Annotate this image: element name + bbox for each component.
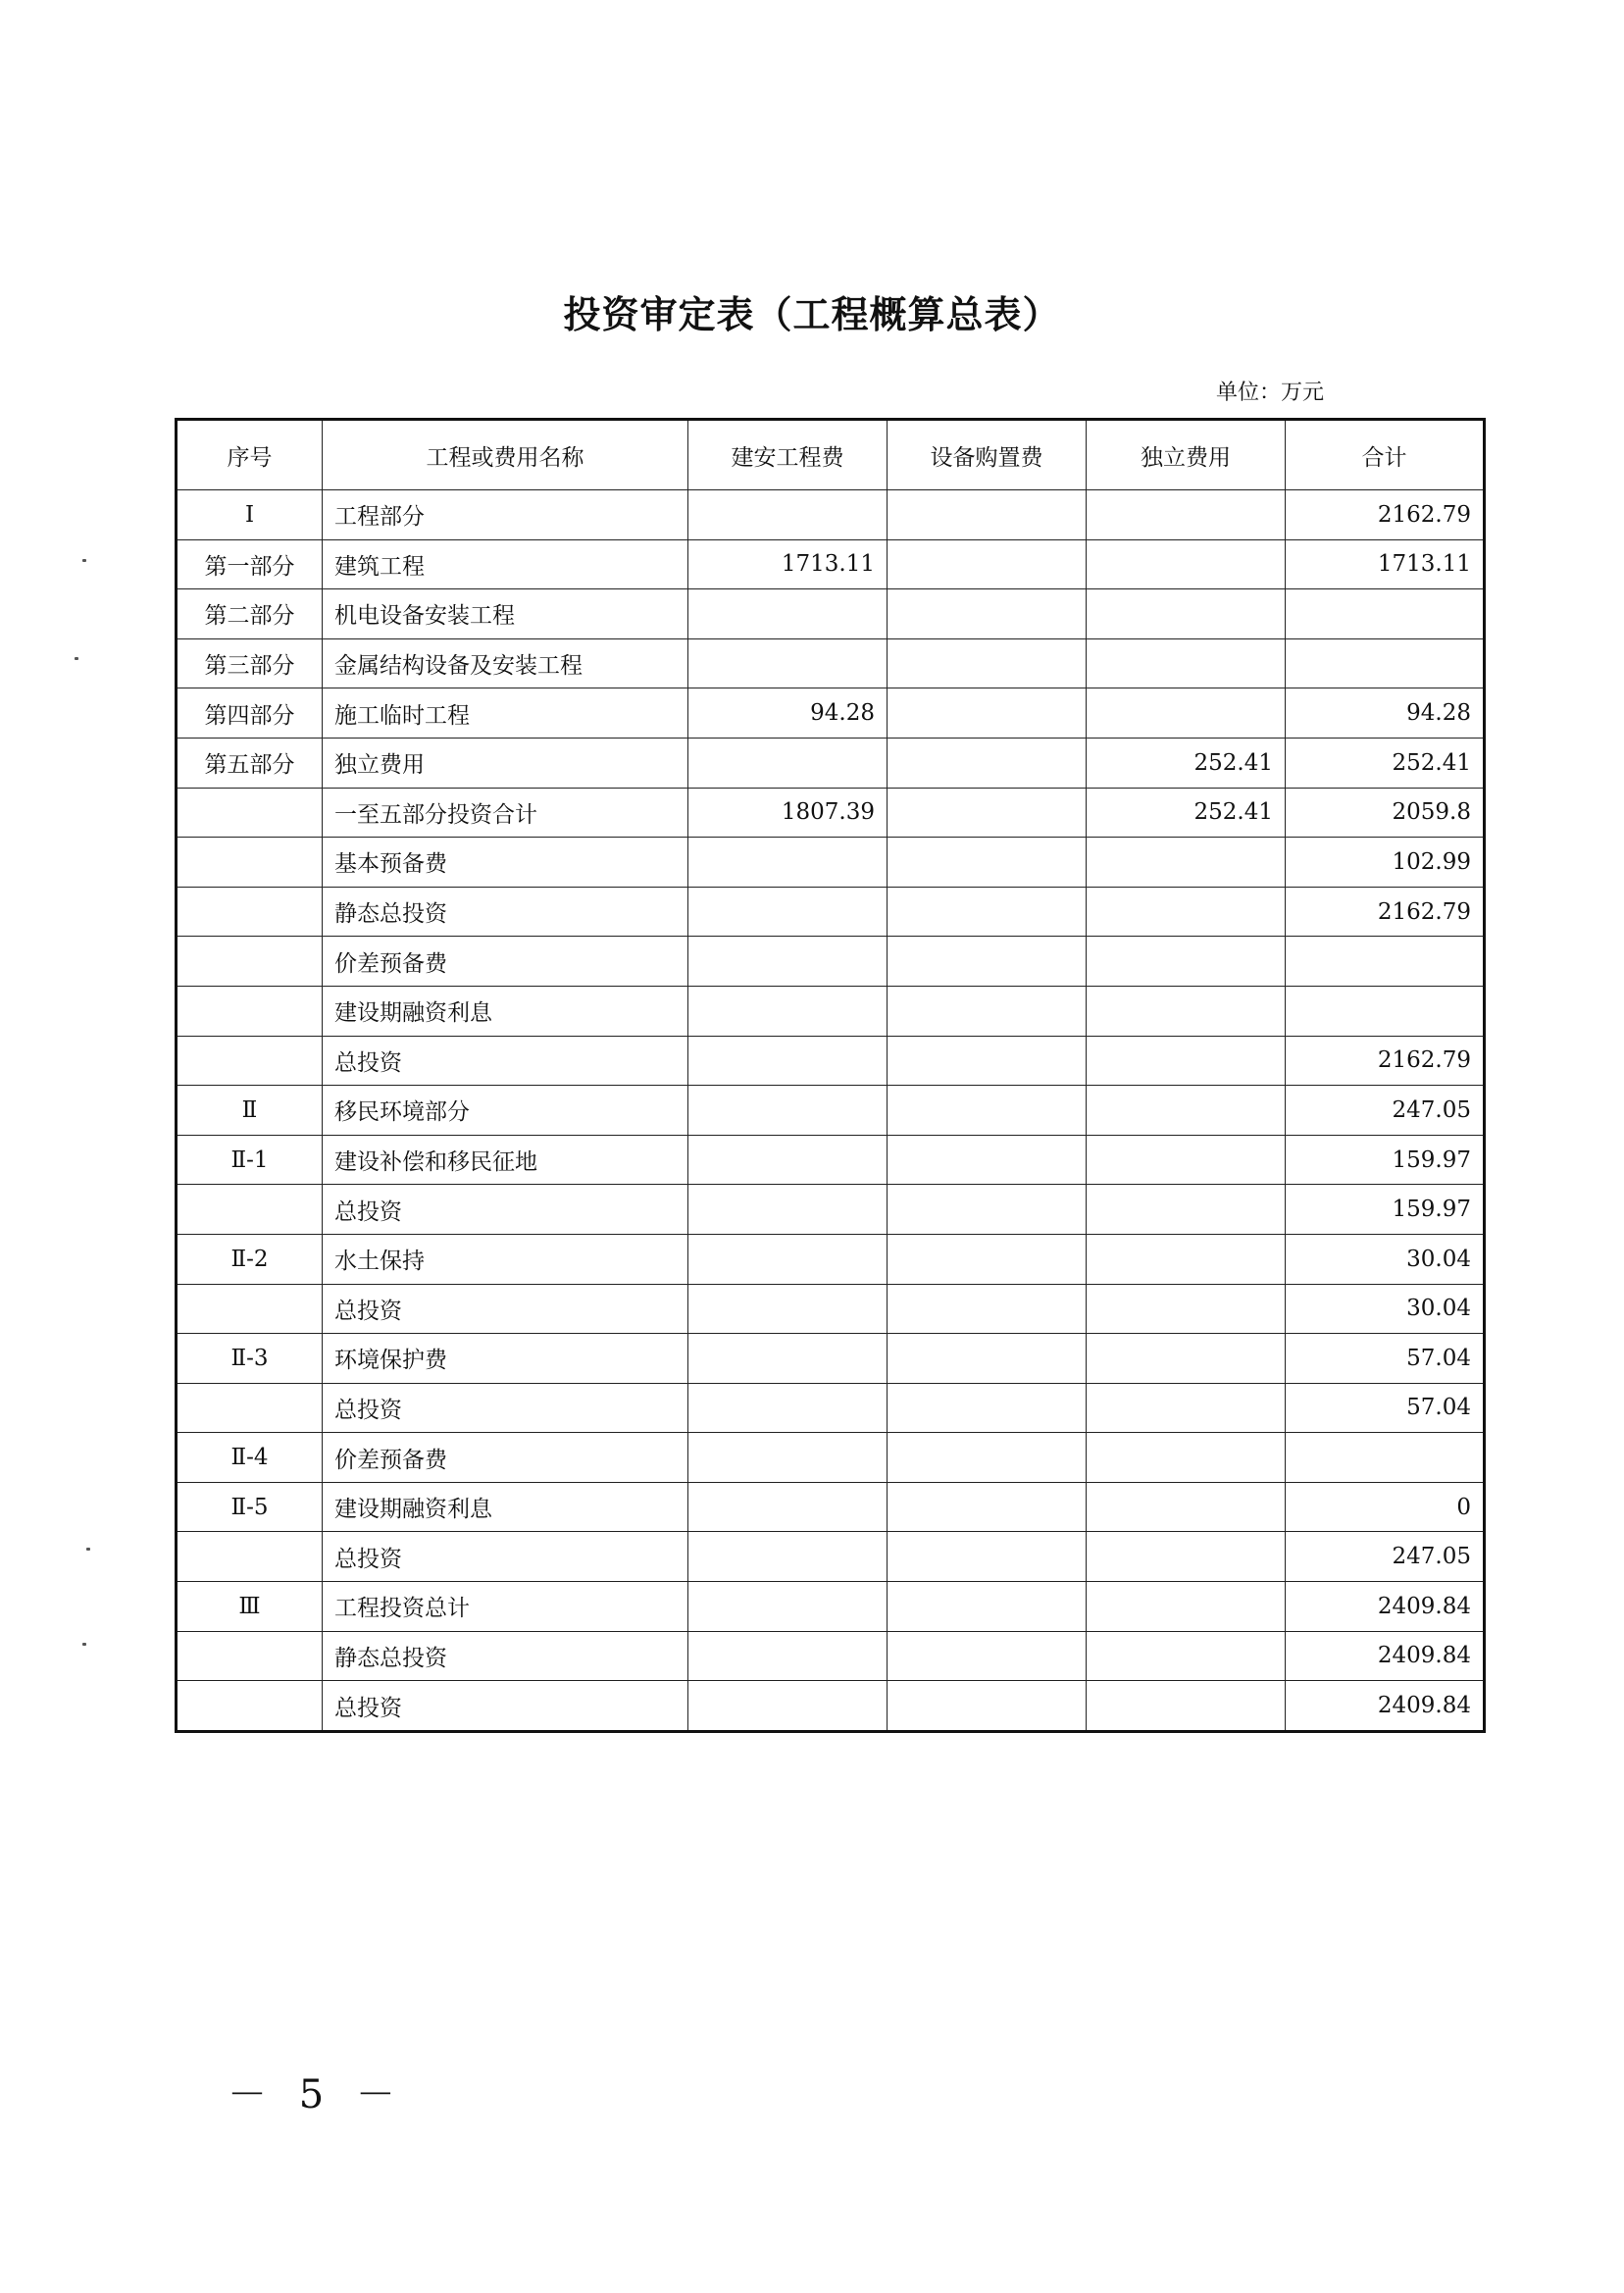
unit-label: 单位：万元 [1216, 381, 1325, 405]
cell-independent [1087, 937, 1286, 987]
cell-equipment [888, 937, 1087, 987]
cell-seq: Ⅱ-3 [177, 1334, 323, 1384]
table-row [177, 1086, 1485, 1136]
cell-independent [1087, 539, 1286, 589]
cell-seq: 第一部分 [177, 539, 323, 589]
cell-total [1286, 638, 1485, 688]
cell-equipment [888, 738, 1087, 788]
cell-equipment [888, 986, 1087, 1036]
cell-total [1286, 1433, 1485, 1483]
cell-equipment [888, 1284, 1087, 1334]
cell-name: 静态总投资 [323, 1631, 688, 1681]
table-row [177, 1036, 1485, 1086]
cell-total [1286, 589, 1485, 639]
cell-total [1286, 986, 1485, 1036]
table-row [177, 589, 1485, 639]
cell-construction [688, 738, 888, 788]
cell-independent [1087, 589, 1286, 639]
cell-independent [1087, 490, 1286, 540]
cell-independent: 252.41 [1087, 788, 1286, 838]
cell-independent [1087, 1582, 1286, 1632]
table-row [177, 1631, 1485, 1681]
cell-seq [177, 1036, 323, 1086]
cell-seq: Ⅱ [177, 1086, 323, 1136]
cell-equipment [888, 1135, 1087, 1185]
cell-independent [1087, 838, 1286, 888]
cell-seq: Ⅰ [177, 490, 323, 540]
cell-independent: 252.41 [1087, 738, 1286, 788]
cell-total: 1713.11 [1286, 539, 1485, 589]
table-row [177, 1234, 1485, 1284]
scan-speck [75, 657, 78, 660]
cell-equipment [888, 589, 1087, 639]
cell-construction [688, 638, 888, 688]
cell-name: 一至五部分投资合计 [323, 788, 688, 838]
cell-independent [1087, 1482, 1286, 1532]
table-row [177, 1681, 1485, 1732]
cell-construction [688, 1532, 888, 1582]
cell-construction [688, 986, 888, 1036]
cell-construction [688, 1185, 888, 1235]
table-row [177, 1582, 1485, 1632]
cell-name: 总投资 [323, 1532, 688, 1582]
cell-construction [688, 838, 888, 888]
cell-independent [1087, 1086, 1286, 1136]
cell-construction [688, 1582, 888, 1632]
cell-name: 建设期融资利息 [323, 1482, 688, 1532]
cell-equipment [888, 1631, 1087, 1681]
header-seq: 序号 [177, 420, 323, 490]
cell-seq [177, 838, 323, 888]
table-body [177, 490, 1485, 1732]
cell-independent [1087, 688, 1286, 739]
cell-seq: Ⅱ-4 [177, 1433, 323, 1483]
cell-total: 247.05 [1286, 1086, 1485, 1136]
cell-seq: Ⅱ-1 [177, 1135, 323, 1185]
cell-equipment [888, 1234, 1087, 1284]
cell-seq: 第四部分 [177, 688, 323, 739]
cell-independent [1087, 1185, 1286, 1235]
cell-total: 2059.8 [1286, 788, 1485, 838]
cell-total: 0 [1286, 1482, 1485, 1532]
cell-total: 159.97 [1286, 1185, 1485, 1235]
cell-equipment [888, 788, 1087, 838]
cell-equipment [888, 490, 1087, 540]
cell-construction [688, 1433, 888, 1483]
cell-construction [688, 490, 888, 540]
cell-construction [688, 887, 888, 937]
scan-speck [82, 1643, 86, 1646]
table-row [177, 738, 1485, 788]
table-row [177, 638, 1485, 688]
cell-total: 2409.84 [1286, 1582, 1485, 1632]
cell-name: 机电设备安装工程 [323, 589, 688, 639]
cell-seq [177, 1284, 323, 1334]
cell-seq: 第五部分 [177, 738, 323, 788]
table-header-row [177, 420, 1485, 490]
cell-construction: 1807.39 [688, 788, 888, 838]
cell-name: 价差预备费 [323, 1433, 688, 1483]
cell-equipment [888, 638, 1087, 688]
cell-construction [688, 1086, 888, 1136]
table-row [177, 887, 1485, 937]
cell-seq: Ⅱ-2 [177, 1234, 323, 1284]
cell-equipment [888, 1681, 1087, 1732]
cell-total: 57.04 [1286, 1383, 1485, 1433]
cell-construction [688, 1482, 888, 1532]
cell-seq [177, 887, 323, 937]
cell-independent [1087, 1284, 1286, 1334]
cell-name: 施工临时工程 [323, 688, 688, 739]
cell-construction [688, 1334, 888, 1384]
cell-name: 独立费用 [323, 738, 688, 788]
cell-construction [688, 1135, 888, 1185]
cell-total: 94.28 [1286, 688, 1485, 739]
cell-equipment [888, 1433, 1087, 1483]
table-row [177, 1383, 1485, 1433]
cell-seq [177, 1631, 323, 1681]
table-row [177, 539, 1485, 589]
cell-total: 247.05 [1286, 1532, 1485, 1582]
cell-total: 2409.84 [1286, 1631, 1485, 1681]
cell-name: 总投资 [323, 1036, 688, 1086]
cell-name: 工程投资总计 [323, 1582, 688, 1632]
cell-name: 价差预备费 [323, 937, 688, 987]
cell-equipment [888, 1383, 1087, 1433]
cell-seq [177, 788, 323, 838]
cell-name: 总投资 [323, 1383, 688, 1433]
cell-name: 总投资 [323, 1284, 688, 1334]
cell-seq [177, 937, 323, 987]
cell-name: 水土保持 [323, 1234, 688, 1284]
cell-equipment [888, 688, 1087, 739]
cell-construction [688, 1631, 888, 1681]
cell-equipment [888, 1532, 1087, 1582]
document-title: 投资审定表（工程概算总表） [563, 292, 1061, 336]
cell-seq [177, 1185, 323, 1235]
cell-construction [688, 1284, 888, 1334]
table-row [177, 1334, 1485, 1384]
cell-seq [177, 986, 323, 1036]
cell-construction [688, 1036, 888, 1086]
cell-construction [688, 1681, 888, 1732]
header-equipment: 设备购置费 [888, 420, 1087, 490]
scan-speck [86, 1548, 90, 1551]
cell-construction [688, 589, 888, 639]
table-row [177, 937, 1485, 987]
cell-seq [177, 1532, 323, 1582]
table-row [177, 788, 1485, 838]
cell-name: 移民环境部分 [323, 1086, 688, 1136]
cell-name: 总投资 [323, 1681, 688, 1732]
cell-total: 159.97 [1286, 1135, 1485, 1185]
cell-equipment [888, 539, 1087, 589]
cell-name: 建筑工程 [323, 539, 688, 589]
cell-independent [1087, 1681, 1286, 1732]
cell-name: 环境保护费 [323, 1334, 688, 1384]
cell-seq [177, 1681, 323, 1732]
cell-total [1286, 937, 1485, 987]
cell-independent [1087, 1135, 1286, 1185]
cell-equipment [888, 1334, 1087, 1384]
cell-name: 工程部分 [323, 490, 688, 540]
cell-total: 2162.79 [1286, 1036, 1485, 1086]
table-row [177, 1532, 1485, 1582]
header-name: 工程或费用名称 [323, 420, 688, 490]
cell-equipment [888, 887, 1087, 937]
header-independent: 独立费用 [1087, 420, 1286, 490]
cell-total: 102.99 [1286, 838, 1485, 888]
cell-seq: 第三部分 [177, 638, 323, 688]
table-row [177, 1482, 1485, 1532]
cell-equipment [888, 1482, 1087, 1532]
cell-seq [177, 1383, 323, 1433]
cell-total: 252.41 [1286, 738, 1485, 788]
cell-independent [1087, 1036, 1286, 1086]
cell-name: 静态总投资 [323, 887, 688, 937]
header-total: 合计 [1286, 420, 1485, 490]
cell-construction [688, 1234, 888, 1284]
page-number: － 5 － [228, 2072, 405, 2117]
cell-total: 30.04 [1286, 1234, 1485, 1284]
cell-equipment [888, 1185, 1087, 1235]
table-row [177, 490, 1485, 540]
cell-total: 2162.79 [1286, 490, 1485, 540]
cell-seq: 第二部分 [177, 589, 323, 639]
cell-seq: Ⅲ [177, 1582, 323, 1632]
scan-speck [82, 559, 86, 562]
investment-approval-table [175, 418, 1486, 1733]
cell-equipment [888, 838, 1087, 888]
cell-name: 金属结构设备及安装工程 [323, 638, 688, 688]
cell-construction [688, 1383, 888, 1433]
table-row [177, 1185, 1485, 1235]
cell-independent [1087, 1383, 1286, 1433]
cell-independent [1087, 1631, 1286, 1681]
cell-independent [1087, 1433, 1286, 1483]
cell-construction: 94.28 [688, 688, 888, 739]
cell-independent [1087, 1532, 1286, 1582]
table-row [177, 1433, 1485, 1483]
cell-construction: 1713.11 [688, 539, 888, 589]
cell-independent [1087, 887, 1286, 937]
table-row [177, 838, 1485, 888]
cell-equipment [888, 1582, 1087, 1632]
cell-name: 建设补偿和移民征地 [323, 1135, 688, 1185]
table-row [177, 986, 1485, 1036]
cell-name: 基本预备费 [323, 838, 688, 888]
cell-total: 2162.79 [1286, 887, 1485, 937]
table-row [177, 688, 1485, 739]
cell-total: 2409.84 [1286, 1681, 1485, 1732]
cell-construction [688, 937, 888, 987]
cell-independent [1087, 638, 1286, 688]
cell-equipment [888, 1036, 1087, 1086]
table-row [177, 1284, 1485, 1334]
cell-independent [1087, 1234, 1286, 1284]
header-construction: 建安工程费 [688, 420, 888, 490]
cell-name: 建设期融资利息 [323, 986, 688, 1036]
cell-equipment [888, 1086, 1087, 1136]
cell-total: 57.04 [1286, 1334, 1485, 1384]
cell-independent [1087, 1334, 1286, 1384]
table-row [177, 1135, 1485, 1185]
cell-total: 30.04 [1286, 1284, 1485, 1334]
cell-independent [1087, 986, 1286, 1036]
cell-seq: Ⅱ-5 [177, 1482, 323, 1532]
cell-name: 总投资 [323, 1185, 688, 1235]
